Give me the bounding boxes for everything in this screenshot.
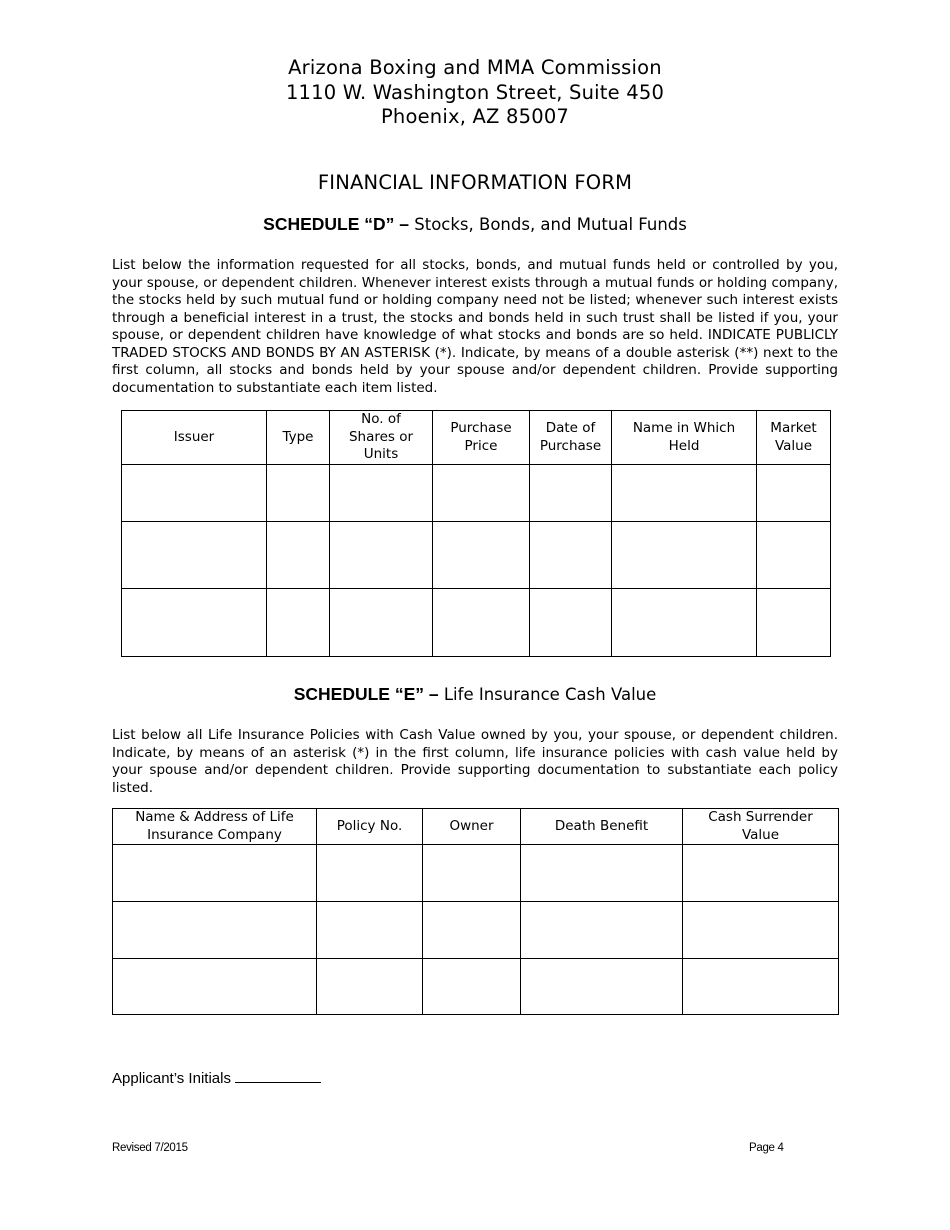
table-row — [113, 959, 839, 1015]
column-header-purchase-price: Purchase Price — [433, 411, 530, 465]
table-cell[interactable] — [267, 589, 330, 657]
table-cell[interactable] — [683, 845, 839, 902]
table-cell[interactable] — [530, 522, 612, 589]
table-cell[interactable] — [113, 902, 317, 959]
column-header-market-value: Market Value — [757, 411, 831, 465]
table-header-row — [122, 411, 831, 465]
table-row — [122, 522, 831, 589]
commission-header — [0, 56, 950, 130]
table-cell[interactable] — [267, 465, 330, 522]
applicant-initials — [112, 1068, 321, 1089]
table-cell[interactable] — [122, 522, 267, 589]
table-cell[interactable] — [683, 959, 839, 1015]
column-header-cash-surrender-value: Cash Surrender Value — [683, 809, 839, 845]
table-cell[interactable] — [122, 589, 267, 657]
table-cell[interactable] — [423, 902, 521, 959]
table-cell[interactable] — [683, 902, 839, 959]
form-title: FINANCIAL INFORMATION FORM — [317, 171, 633, 194]
table-cell[interactable] — [317, 959, 423, 1015]
page-number: Page 4 — [749, 1142, 784, 1154]
schedule-e-title: Life Insurance Cash Value — [443, 685, 657, 704]
revision-date: Revised 7/2015 — [112, 1142, 188, 1154]
table-cell[interactable] — [433, 589, 530, 657]
table-cell[interactable] — [612, 589, 757, 657]
table-cell[interactable] — [757, 589, 831, 657]
table-cell[interactable] — [612, 465, 757, 522]
column-header-issuer: Issuer — [122, 411, 267, 465]
table-cell[interactable] — [122, 465, 267, 522]
schedule-d-instructions: List below the information requested for all stocks, bonds, and mutual funds held or controlled by you, your spouse, or dependent children. Whenever interest exists through a mutual funds or holding company, the stocks held by such mutual fund or holding company need not be listed; whenever such interest exists through a beneficial interest in a trust, the stocks and bonds held in such trust shall be listed if you, your spouse, or dependent children have knowledge of what stocks and bonds are so held. INDICATE PUBLICLY TRADED STOCKS AND BONDS BY AN ASTERISK (*). Indicate, by means of a double asterisk (**) next to the first column, all stocks and bonds held by your spouse and/or dependent children. Provide supporting documentation to substantiate each item listed. — [112, 257, 838, 396]
table-cell[interactable] — [433, 465, 530, 522]
table-row — [113, 845, 839, 902]
table-cell[interactable] — [612, 522, 757, 589]
table-cell[interactable] — [530, 589, 612, 657]
schedule-e-heading — [0, 683, 950, 706]
table-cell[interactable] — [330, 589, 433, 657]
column-header-death-benefit: Death Benefit — [521, 809, 683, 845]
header-street-address: 1110 W. Washington Street, Suite 450 — [285, 80, 665, 104]
table-cell[interactable] — [423, 959, 521, 1015]
table-cell[interactable] — [530, 465, 612, 522]
column-header-type: Type — [267, 411, 330, 465]
table-header-row — [113, 809, 839, 845]
table-cell[interactable] — [521, 845, 683, 902]
schedule-d-table — [121, 410, 831, 657]
table-row — [113, 902, 839, 959]
schedule-d-heading — [0, 213, 950, 236]
column-header-owner: Owner — [423, 809, 521, 845]
table-cell[interactable] — [757, 522, 831, 589]
table-row — [122, 589, 831, 657]
table-cell[interactable] — [330, 465, 433, 522]
table-cell[interactable] — [317, 902, 423, 959]
header-city-state-zip: Phoenix, AZ 85007 — [380, 105, 570, 128]
table-cell[interactable] — [423, 845, 521, 902]
table-cell[interactable] — [521, 959, 683, 1015]
table-cell[interactable] — [113, 959, 317, 1015]
column-header-date-of-purchase: Date of Purchase — [530, 411, 612, 465]
table-row — [122, 465, 831, 522]
table-cell[interactable] — [330, 522, 433, 589]
table-cell[interactable] — [521, 902, 683, 959]
column-header-insurance-company: Name & Address of Life Insurance Company — [113, 809, 317, 845]
table-cell[interactable] — [113, 845, 317, 902]
initials-label: Applicant’s Initials — [112, 1070, 231, 1087]
table-cell[interactable] — [433, 522, 530, 589]
schedule-e-instructions: List below all Life Insurance Policies with Cash Value owned by you, your spouse, or dependent children. Indicate, by means of an asterisk (*) in the first column, life insurance policies with cash value held by your spouse and/or dependent children. Provide supporting documentation to substantiate each policy listed. — [112, 727, 838, 796]
header-commission-name: Arizona Boxing and MMA Commission — [288, 56, 662, 79]
initials-field[interactable] — [235, 1068, 321, 1083]
schedule-d-title: Stocks, Bonds, and Mutual Funds — [414, 215, 687, 234]
column-header-policy-no: Policy No. — [317, 809, 423, 845]
column-header-shares: No. of Shares or Units — [330, 411, 433, 465]
schedule-e-table — [112, 808, 839, 1015]
schedule-d-label: SCHEDULE “D” – — [263, 214, 409, 234]
table-cell[interactable] — [757, 465, 831, 522]
column-header-name-held: Name in Which Held — [612, 411, 757, 465]
table-cell[interactable] — [317, 845, 423, 902]
schedule-e-label: SCHEDULE “E” – — [293, 684, 439, 704]
table-cell[interactable] — [267, 522, 330, 589]
